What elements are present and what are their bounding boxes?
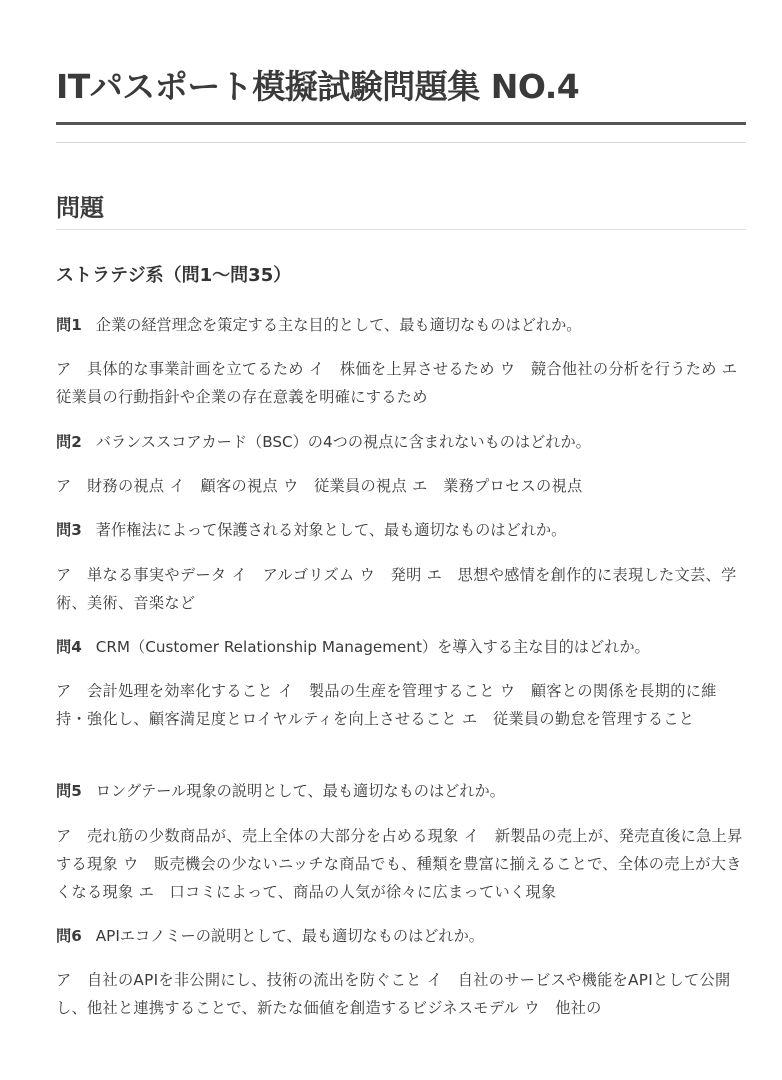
title-divider-thin [56, 142, 746, 143]
question-1 [56, 311, 746, 339]
question-text: APIエコノミーの説明として、最も適切なものはどれか。 [95, 927, 484, 945]
question-6 [56, 922, 746, 950]
question-text: バランススコアカード（BSC）の4つの視点に含まれないものはどれか。 [95, 433, 591, 451]
document-page [56, 0, 753, 1080]
section-divider [56, 229, 746, 230]
question-number: 問3 [56, 521, 82, 539]
question-number: 問4 [56, 638, 82, 656]
question-4 [56, 633, 746, 661]
question-number: 問6 [56, 927, 82, 945]
question-3 [56, 516, 746, 544]
category-heading: ストラテジ系（問1〜問35） [56, 265, 292, 286]
section-heading: 問題 [56, 194, 104, 222]
document-title: ITパスポート模擬試験問題集 NO.4 [56, 67, 580, 106]
title-divider-thick [56, 122, 746, 125]
question-text: 著作権法によって保護される対象として、最も適切なものはどれか。 [95, 521, 567, 539]
question-number: 問1 [56, 316, 82, 334]
question-text: 企業の経営理念を策定する主な目的として、最も適切なものはどれか。 [95, 316, 582, 334]
question-number: 問5 [56, 782, 82, 800]
question-5-choices: ア 売れ筋の少数商品が、売上全体の大部分を占める現象 イ 新製品の売上が、発売直後に急上昇する現象 ウ 販売機会の少ないニッチな商品でも、種類を豊富に揃えることで、全体の売上が大きくなる現象 エ 口コミによって、商品の人気が徐々に広まっていく現象 [56, 827, 743, 901]
question-5 [56, 777, 746, 805]
question-number: 問2 [56, 433, 82, 451]
question-6-choices: ア 自社のAPIを非公開にし、技術の流出を防ぐこと イ 自社のサービスや機能をAPIとして公開し、他社と連携することで、新たな価値を創造するビジネスモデル ウ 他社の [56, 971, 731, 1017]
question-1-choices: ア 具体的な事業計画を立てるため イ 株価を上昇させるため ウ 競合他社の分析を行うため エ 従業員の行動指針や企業の存在意義を明確にするため [56, 360, 753, 406]
question-text: ロングテール現象の説明として、最も適切なものはどれか。 [95, 782, 505, 800]
question-3-choices: ア 単なる事実やデータ イ アルゴリズム ウ 発明 エ 思想や感情を創作的に表現した文芸、学術、美術、音楽など [56, 566, 737, 612]
question-2 [56, 428, 746, 456]
question-text: CRM（Customer Relationship Management）を導入する主な目的はどれか。 [95, 638, 650, 656]
question-4-choices: ア 会計処理を効率化すること イ 製品の生産を管理すること ウ 顧客との関係を長期的に維持・強化し、顧客満足度とロイヤルティを向上させること エ 従業員の勤怠を管理すること [56, 682, 717, 728]
question-2-choices: ア 財務の視点 イ 顧客の視点 ウ 従業員の視点 エ 業務プロセスの視点 [56, 477, 583, 495]
